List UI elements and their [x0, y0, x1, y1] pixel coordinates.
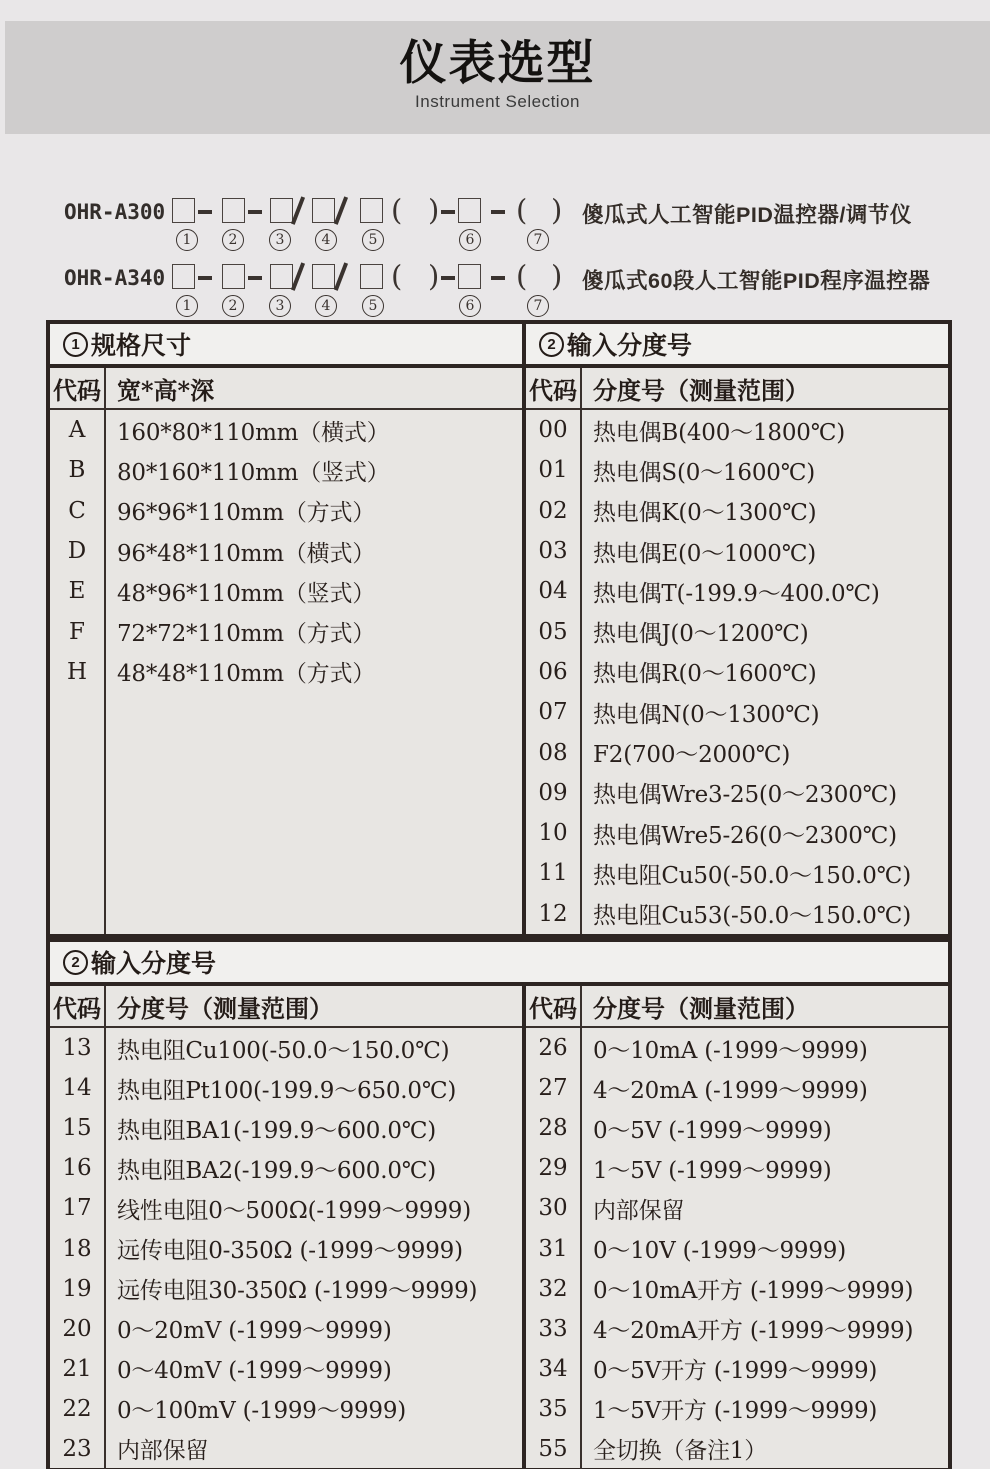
code-cell: 20 — [50, 1309, 106, 1349]
value-cell: 0～10mA (-1999～9999) — [593, 1037, 868, 1064]
table-row — [526, 1389, 948, 1429]
code-cell: 18 — [50, 1228, 106, 1268]
table-row — [50, 1309, 522, 1349]
dash-separator — [198, 276, 212, 280]
table-row — [526, 1108, 948, 1148]
table-row — [526, 450, 948, 490]
code-cell: 04 — [526, 571, 582, 611]
value-cell: 热电偶T(-199.9～400.0℃) — [593, 580, 880, 607]
section-header-input-grad — [50, 942, 948, 982]
value-cell: 96*48*110mm（横式） — [117, 540, 376, 567]
value-cell: 80*160*110mm（竖式） — [117, 459, 390, 486]
col-header-code: 代码 — [50, 368, 106, 408]
value-cell: 热电偶Wre5-26(0～2300℃) — [593, 822, 897, 849]
circled-number: 7 — [527, 229, 549, 251]
model-code: OHR-A340 — [64, 266, 166, 290]
table-row — [526, 692, 948, 732]
empty-filler-row — [50, 692, 522, 934]
code-cell — [50, 692, 106, 934]
spec-rows — [50, 410, 522, 934]
table-row — [526, 1429, 948, 1469]
code-cell: 11 — [526, 853, 582, 893]
selection-table-2 — [46, 938, 952, 1469]
table-row — [526, 853, 948, 893]
table-row — [50, 450, 522, 490]
code-slot-box — [312, 264, 335, 289]
code-slot-box — [458, 264, 481, 289]
table-row — [50, 1188, 522, 1228]
circled-number: 1 — [176, 229, 198, 251]
code-cell: 15 — [50, 1108, 106, 1148]
table-row — [50, 1349, 522, 1389]
table-row — [50, 1028, 522, 1068]
code-cell: 55 — [526, 1429, 582, 1469]
code-cell: 27 — [526, 1068, 582, 1108]
slash-separator — [334, 196, 348, 224]
code-cell: 17 — [50, 1188, 106, 1228]
table-row — [50, 1068, 522, 1108]
close-paren: ) — [428, 193, 440, 227]
code-cell: D — [50, 531, 106, 571]
page-subtitle: Instrument Selection — [415, 92, 580, 111]
table-row — [526, 611, 948, 651]
code-cell: 28 — [526, 1108, 582, 1148]
circled-number: 6 — [459, 295, 481, 317]
table-row — [50, 1389, 522, 1429]
table-row — [526, 491, 948, 531]
dash-separator — [491, 276, 505, 280]
value-cell: 0～5V开方 (-1999～9999) — [593, 1358, 878, 1385]
value-cell: 热电偶R(0～1600℃) — [593, 661, 817, 688]
open-paren: ( — [516, 259, 528, 293]
circled-number: 2 — [539, 332, 564, 357]
table1-section-row — [50, 324, 948, 368]
dash-separator — [248, 276, 262, 280]
value-cell: 0～10mA开方 (-1999～9999) — [593, 1278, 914, 1305]
code-cell: 21 — [50, 1349, 106, 1389]
value-cell: 1～5V开方 (-1999～9999) — [593, 1398, 878, 1425]
circled-number: 5 — [362, 295, 384, 317]
open-paren: ( — [391, 259, 403, 293]
value-cell: 热电阻Cu53(-50.0～150.0℃) — [593, 903, 911, 930]
table-row — [50, 491, 522, 531]
code-cell: 07 — [526, 692, 582, 732]
table2-body — [50, 1028, 948, 1469]
code-cell: B — [50, 450, 106, 490]
graduation-rows — [526, 410, 948, 934]
table-row — [50, 611, 522, 651]
model-row-ohr-a340 — [0, 259, 990, 326]
circled-number: 7 — [527, 295, 549, 317]
code-cell: 31 — [526, 1228, 582, 1268]
code-cell: 34 — [526, 1349, 582, 1389]
code-cell: 32 — [526, 1269, 582, 1309]
code-cell: 12 — [526, 894, 582, 934]
table-row — [526, 1228, 948, 1268]
circled-number: 2 — [222, 229, 244, 251]
slash-separator — [334, 262, 348, 290]
value-cell: 0～20mV (-1999～9999) — [117, 1318, 392, 1345]
value-cell: 远传电阻0-350Ω (-1999～9999) — [117, 1238, 463, 1265]
code-cell: 22 — [50, 1389, 106, 1429]
code-cell: E — [50, 571, 106, 611]
code-cell: 02 — [526, 491, 582, 531]
circled-number: 2 — [63, 950, 88, 975]
circled-number: 1 — [63, 332, 88, 357]
value-cell: 内部保留 — [593, 1197, 685, 1224]
col-header-code: 代码 — [50, 986, 106, 1026]
close-paren: ) — [428, 259, 440, 293]
value-cell: 160*80*110mm（横式） — [117, 419, 390, 446]
table-row — [526, 410, 948, 450]
value-cell: 内部保留 — [117, 1438, 209, 1465]
code-cell: 19 — [50, 1269, 106, 1309]
code-cell: 26 — [526, 1028, 582, 1068]
table-row — [50, 571, 522, 611]
value-cell: 0～40mV (-1999～9999) — [117, 1358, 392, 1385]
graduation-rows — [50, 1028, 522, 1469]
table-row — [526, 1068, 948, 1108]
code-slot-box — [360, 198, 383, 223]
code-slot-box — [270, 198, 293, 223]
circled-number: 3 — [269, 295, 291, 317]
col-header-range: 分度号（测量范围） — [117, 993, 333, 1023]
col-header-range: 分度号（测量范围） — [593, 375, 809, 405]
value-cell: 4～20mA开方 (-1999～9999) — [593, 1318, 914, 1345]
value-cell: 热电偶E(0～1000℃) — [593, 540, 817, 567]
table-row — [50, 1269, 522, 1309]
table-row — [526, 571, 948, 611]
value-cell: 热电阻Cu100(-50.0～150.0℃) — [117, 1037, 450, 1064]
code-cell: F — [50, 611, 106, 651]
code-cell: 23 — [50, 1429, 106, 1469]
section-header-specs — [50, 324, 526, 364]
code-cell: 08 — [526, 732, 582, 772]
code-cell: 13 — [50, 1028, 106, 1068]
value-cell: 热电偶K(0～1300℃) — [593, 500, 817, 527]
dash-separator — [441, 210, 455, 214]
value-cell: F2(700～2000℃) — [593, 742, 791, 769]
code-cell: 01 — [526, 450, 582, 490]
code-cell: 16 — [50, 1148, 106, 1188]
table-row — [526, 894, 948, 934]
table-row — [526, 1028, 948, 1068]
circled-number: 6 — [459, 229, 481, 251]
circled-number: 5 — [362, 229, 384, 251]
close-paren: ) — [551, 259, 563, 293]
value-cell: 热电偶Wre3-25(0～2300℃) — [593, 782, 897, 809]
table-row — [526, 1148, 948, 1188]
col-header-range: 分度号（测量范围） — [593, 993, 809, 1023]
table-row — [50, 1228, 522, 1268]
model-code: OHR-A300 — [64, 200, 166, 224]
value-cell: 热电偶S(0～1600℃) — [593, 459, 815, 486]
code-cell: C — [50, 491, 106, 531]
code-cell: 30 — [526, 1188, 582, 1228]
dash-separator — [248, 210, 262, 214]
value-cell: 远传电阻30-350Ω (-1999～9999) — [117, 1278, 478, 1305]
circled-number: 3 — [269, 229, 291, 251]
model-row-ohr-a300 — [0, 193, 990, 260]
code-cell: 05 — [526, 611, 582, 651]
table-row — [526, 813, 948, 853]
table-row — [526, 531, 948, 571]
code-cell: 03 — [526, 531, 582, 571]
circled-number: 4 — [315, 229, 337, 251]
table-row — [526, 773, 948, 813]
table-row — [50, 410, 522, 450]
model-description: 傻瓜式人工智能PID温控器/调节仪 — [582, 203, 912, 227]
table-row — [50, 531, 522, 571]
value-cell: 热电阻Pt100(-199.9～650.0℃) — [117, 1077, 457, 1104]
section-label: 规格尺寸 — [91, 332, 192, 360]
code-cell: 00 — [526, 410, 582, 450]
value-cell: 热电阻BA1(-199.9～600.0℃) — [117, 1117, 437, 1144]
dash-separator — [441, 276, 455, 280]
graduation-rows — [526, 1028, 948, 1469]
table2-colheader-row — [50, 986, 948, 1028]
table-row — [526, 732, 948, 772]
value-cell: 线性电阻0～500Ω(-1999～9999) — [117, 1197, 471, 1224]
code-slot-box — [360, 264, 383, 289]
col-header-code: 代码 — [526, 368, 582, 408]
page-banner — [5, 21, 990, 134]
section-label: 输入分度号 — [91, 950, 217, 978]
value-cell: 热电偶B(400～1800℃) — [593, 419, 846, 446]
code-slot-box — [270, 264, 293, 289]
selection-table-1 — [46, 320, 952, 938]
page-title: 仪表选型 — [399, 36, 596, 89]
code-cell: 14 — [50, 1068, 106, 1108]
value-cell: 热电偶N(0～1300℃) — [593, 701, 820, 728]
value-cell: 1～5V (-1999～9999) — [593, 1157, 832, 1184]
value-cell: 热电阻Cu50(-50.0～150.0℃) — [593, 862, 911, 889]
table-row — [50, 1108, 522, 1148]
value-cell: 4～20mA (-1999～9999) — [593, 1077, 868, 1104]
table-row — [526, 1309, 948, 1349]
col-header-dimensions: 宽*高*深 — [117, 375, 215, 405]
dash-separator — [491, 210, 505, 214]
table-row — [50, 652, 522, 692]
table-row — [50, 1429, 522, 1469]
code-slot-box — [312, 198, 335, 223]
section-header-input-grad — [526, 324, 948, 364]
value-cell — [106, 692, 522, 934]
value-cell: 48*48*110mm（方式） — [117, 661, 376, 688]
open-paren: ( — [391, 193, 403, 227]
dash-separator — [198, 210, 212, 214]
table-row — [526, 1188, 948, 1228]
code-cell: 06 — [526, 652, 582, 692]
value-cell: 全切换（备注1） — [593, 1438, 768, 1465]
circled-number: 1 — [176, 295, 198, 317]
circled-number: 4 — [315, 295, 337, 317]
table-row — [526, 1349, 948, 1389]
code-cell: 10 — [526, 813, 582, 853]
table1-colheader-row — [50, 368, 948, 410]
value-cell: 热电偶J(0～1200℃) — [593, 621, 809, 648]
code-cell: 29 — [526, 1148, 582, 1188]
table-row — [526, 1269, 948, 1309]
model-description: 傻瓜式60段人工智能PID程序温控器 — [582, 269, 931, 293]
code-cell: 33 — [526, 1309, 582, 1349]
value-cell: 96*96*110mm（方式） — [117, 500, 376, 527]
code-slot-box — [172, 198, 195, 223]
table-row — [50, 1148, 522, 1188]
value-cell: 0～100mV (-1999～9999) — [117, 1398, 407, 1425]
table-row — [526, 652, 948, 692]
code-slot-box — [458, 198, 481, 223]
close-paren: ) — [551, 193, 563, 227]
code-slot-box — [222, 264, 245, 289]
col-header-code: 代码 — [526, 986, 582, 1026]
code-cell: H — [50, 652, 106, 692]
section-label: 输入分度号 — [567, 332, 693, 360]
code-slot-box — [222, 198, 245, 223]
code-slot-box — [172, 264, 195, 289]
value-cell: 48*96*110mm（竖式） — [117, 580, 376, 607]
value-cell: 热电阻BA2(-199.9～600.0℃) — [117, 1157, 437, 1184]
table2-section-row — [50, 942, 948, 986]
code-cell: 35 — [526, 1389, 582, 1429]
value-cell: 0～10V (-1999～9999) — [593, 1238, 847, 1265]
circled-number: 2 — [222, 295, 244, 317]
code-cell: 09 — [526, 773, 582, 813]
value-cell: 72*72*110mm（方式） — [117, 621, 376, 648]
code-cell: A — [50, 410, 106, 450]
open-paren: ( — [516, 193, 528, 227]
table1-body — [50, 410, 948, 934]
value-cell: 0～5V (-1999～9999) — [593, 1117, 832, 1144]
